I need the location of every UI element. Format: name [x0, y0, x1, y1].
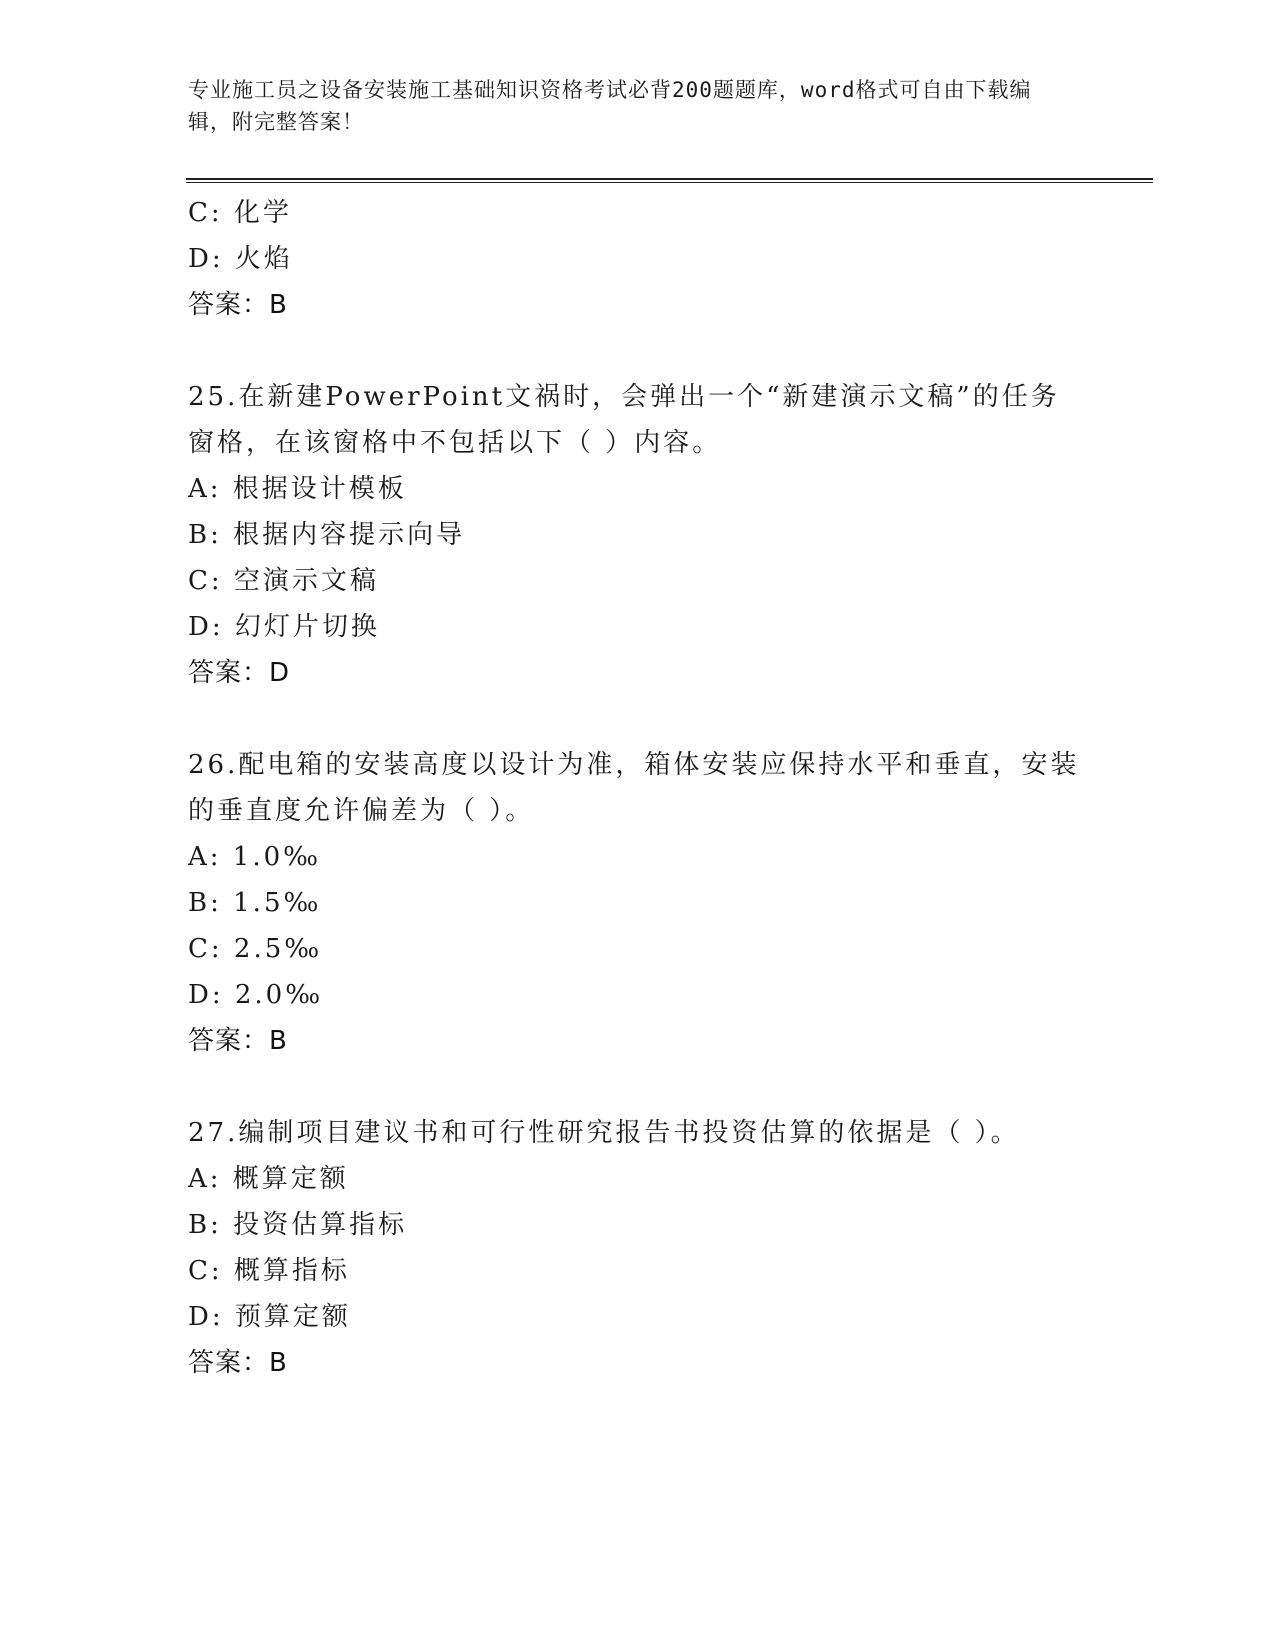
- question-stem: 27.编制项目建议书和可行性研究报告书投资估算的依据是（ ）。: [188, 1118, 1020, 1148]
- option-b: B: 1.5‰: [188, 888, 322, 918]
- option-a: A: 概算定额: [188, 1164, 349, 1194]
- option-c: C: 概算指标: [188, 1256, 350, 1286]
- spacer: [188, 328, 1088, 374]
- option-d: D: 幻灯片切换: [188, 612, 380, 642]
- option-b: B: 根据内容提示向导: [188, 520, 466, 550]
- question-block-27: [188, 1110, 1088, 1386]
- document-body: [188, 190, 1088, 1386]
- spacer: [188, 1064, 1088, 1110]
- document-header-title: 专业施工员之设备安装施工基础知识资格考试必背200题题库，word格式可自由下载编辑，附完整答案！: [188, 78, 1032, 134]
- header-divider: [186, 178, 1153, 183]
- option-a: A: 根据设计模板: [188, 474, 407, 504]
- option-b: B: 投资估算指标: [188, 1210, 408, 1240]
- option-c: C: 2.5‰: [188, 934, 323, 964]
- option-c: C: 空演示文稿: [188, 566, 379, 596]
- answer-line: 答案：B: [188, 1348, 288, 1378]
- question-block-previous: [188, 190, 1088, 328]
- option-d: D: 2.0‰: [188, 980, 324, 1010]
- answer-line: 答案：B: [188, 290, 288, 320]
- question-stem: 26.配电箱的安装高度以设计为准，箱体安装应保持水平和垂直，安装的垂直度允许偏差为（ ）。: [188, 750, 1080, 826]
- answer-line: 答案：B: [188, 1026, 288, 1056]
- option-d: D: 预算定额: [188, 1302, 351, 1332]
- option-d: D: 火焰: [188, 244, 293, 274]
- spacer: [188, 696, 1088, 742]
- question-block-26: [188, 742, 1088, 1064]
- option-c: C: 化学: [188, 198, 292, 228]
- answer-line: 答案：D: [188, 658, 291, 688]
- option-a: A: 1.0‰: [188, 842, 322, 872]
- question-stem: 25.在新建PowerPoint文祸时，会弹出一个“新建演示文稿”的任务窗格，在该窗格中不包括以下（ ）内容。: [188, 382, 1060, 458]
- question-block-25: [188, 374, 1088, 696]
